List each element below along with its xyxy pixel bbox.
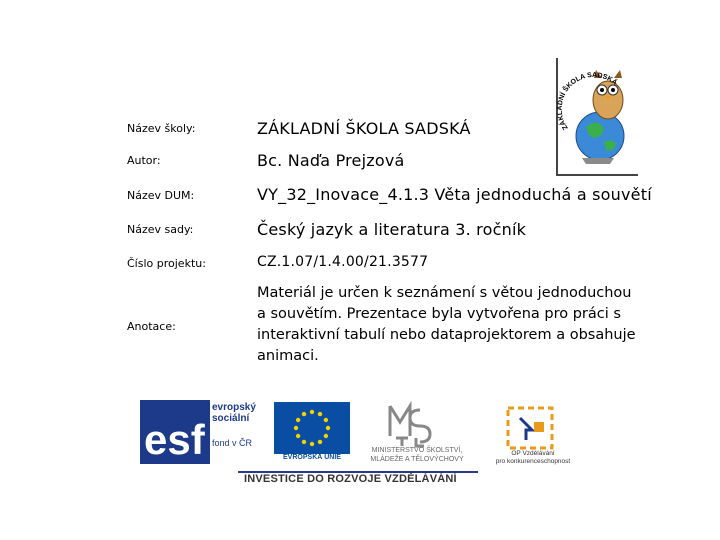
op-caption [484, 450, 582, 466]
value-dum-name: VY_32_Inovace_4.1.3 Věta jednoduchá a souvětí [257, 185, 652, 204]
value-project-number: CZ.1.07/1.4.00/21.3577 [257, 254, 429, 270]
investice-caption: INVESTICE DO ROZVOJE VZDĚLÁVÁNÍ [244, 473, 457, 485]
esf-line: sociální [212, 413, 250, 424]
eu-star-icon [318, 440, 322, 444]
annotation-line: a souvětím. Prezentace byla vytvořena pro práci s [257, 306, 621, 322]
label-set-name: Název sady: [127, 223, 194, 236]
eu-star-icon [294, 426, 298, 430]
label-dum-name: Název DUM: [127, 189, 195, 202]
annotation-line: Materiál je určen k seznámení s větou jednoduchou [257, 285, 632, 301]
esf-title [212, 402, 256, 424]
value-author: Bc. Naďa Prejzová [257, 151, 405, 170]
label-project-number: Číslo projektu: [127, 257, 206, 270]
value-set-name: Český jazyk a literatura 3. ročník [257, 220, 527, 239]
label-author: Autor: [127, 154, 161, 167]
eu-star-icon [324, 434, 328, 438]
eu-star-icon [324, 418, 328, 422]
esf-subtitle [212, 438, 252, 449]
eu-star-icon [310, 442, 314, 446]
eu-star-icon [296, 418, 300, 422]
msmt-caption [352, 446, 482, 464]
svg-text:esf: esf [144, 416, 205, 463]
msmt-line: MLÁDEŽE A TĚLOVÝCHOVY [370, 456, 464, 463]
eu-star-icon [318, 412, 322, 416]
school-logo-text: ZÁKLADNÍ ŠKOLA SADSKÁ [556, 71, 619, 131]
eu-caption: EVROPSKÁ UNIE [283, 454, 341, 461]
annotation-line: interaktivní tabulí nebo dataprojektorem a obsahuje [257, 327, 636, 343]
value-school-name: ZÁKLADNÍ ŠKOLA SADSKÁ [257, 119, 471, 138]
esf-line: fond v ČR [212, 438, 253, 448]
op-line: pro konkurenceschopnost [495, 458, 571, 465]
eu-flag-icon [274, 402, 350, 454]
eu-star-icon [302, 412, 306, 416]
op-line: OP Vzdělávání [511, 450, 555, 457]
esf-line: evropský [212, 402, 256, 413]
label-school-name: Název školy: [127, 122, 196, 135]
eu-star-icon [302, 440, 306, 444]
annotation-text [257, 283, 657, 367]
msmt-line: MINISTERSTVO ŠKOLSTVÍ, [371, 447, 463, 454]
eu-star-icon [326, 426, 330, 430]
annotation-line: animaci. [257, 348, 319, 364]
school-logo [556, 58, 638, 176]
eu-star-icon [310, 410, 314, 414]
label-annotation: Anotace: [127, 320, 176, 333]
eu-star-icon [296, 434, 300, 438]
